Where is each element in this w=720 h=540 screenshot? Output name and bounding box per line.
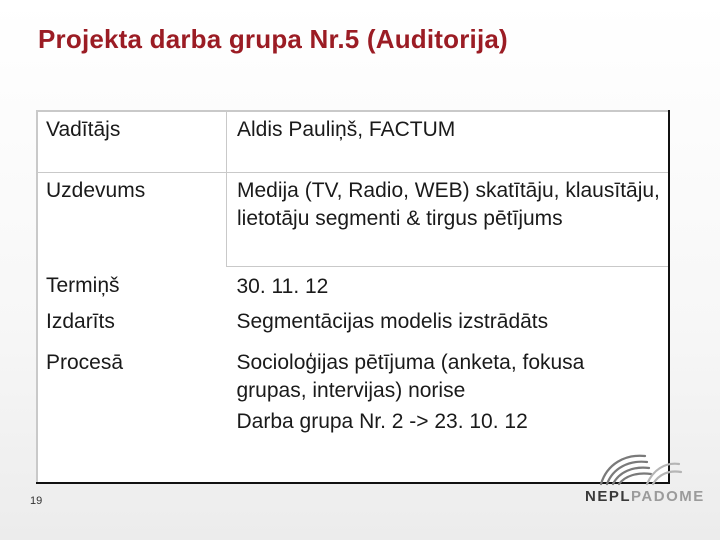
row-value: Medija (TV, Radio, WEB) skatītāju, klausītāju, lietotāju segmenti & tirgus pētījums — [227, 172, 670, 266]
row-value-line: Socioloģijas pētījuma (anketa, fokusa grupas, intervijas) norise — [236, 351, 585, 402]
nepl-padome-logo — [585, 450, 705, 512]
logo-wordmark — [585, 488, 705, 505]
table-row — [37, 111, 669, 172]
row-label: Procesā — [46, 351, 124, 374]
row-value: 30. 11. 12 — [236, 274, 329, 298]
row-value: Aldis Pauliņš, FACTUM — [227, 111, 670, 172]
row-label: Termiņš — [46, 274, 120, 297]
table-row — [37, 266, 669, 304]
row-label: Vadītājs — [37, 111, 227, 172]
row-value: Segmentācijas modelis izstrādāts — [236, 310, 549, 333]
slide-title: Projekta darba grupa Nr.5 (Auditorija) — [38, 24, 508, 54]
table-row — [37, 304, 669, 345]
row-value-line: Darba grupa Nr. 2 -> 23. 10. 12 — [236, 410, 528, 433]
logo-text-dark: NEPL — [585, 488, 632, 505]
info-table — [36, 110, 670, 484]
table-row — [37, 172, 669, 266]
logo-text-light: PADOME — [631, 488, 705, 505]
row-label: Izdarīts — [46, 310, 115, 333]
logo-swirl-icon — [595, 450, 685, 486]
page-number: 19 — [30, 495, 43, 507]
table-row — [37, 345, 669, 483]
row-label: Uzdevums — [46, 178, 146, 202]
